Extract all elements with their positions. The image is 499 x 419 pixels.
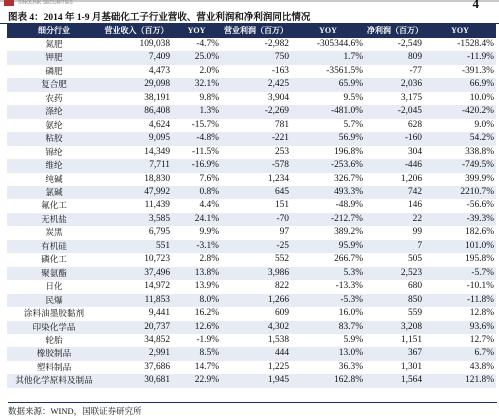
table-cell: 3,986 <box>221 267 291 280</box>
table-row <box>7 226 496 239</box>
table-cell: 326.7% <box>334 173 363 184</box>
table-cell: 5.3% <box>291 267 365 280</box>
table-cell: 4,302 <box>221 321 291 334</box>
table-cell: 1,266 <box>221 294 291 307</box>
table-cell: -11.9% <box>424 51 496 64</box>
table-cell: 162.8% <box>291 374 365 387</box>
table-cell: 742 <box>365 186 424 199</box>
table-cell: 6.7% <box>424 347 496 360</box>
table-cell: 10.0% <box>469 92 494 103</box>
table-cell: 11,853 <box>101 294 172 307</box>
table-cell: 196.8% <box>334 146 363 157</box>
table-cell: 4.4% <box>199 200 219 211</box>
table-cell: -10.1% <box>466 281 494 292</box>
table-cell: 7,711 <box>101 159 172 172</box>
table-cell: -1528.4% <box>457 39 494 49</box>
table-cell: 253 <box>274 146 289 157</box>
table-cell: 367 <box>365 347 424 360</box>
table-cell: -56.6% <box>466 200 494 211</box>
table-cell: -481.0% <box>291 105 365 118</box>
table-cell: 559 <box>407 308 422 319</box>
subsector-name-cell: 复合肥 <box>7 78 101 91</box>
table-cell: 9,095 <box>101 132 172 145</box>
table-cell: 109,038 <box>139 39 170 49</box>
table-row <box>7 199 496 212</box>
table-cell: 12.7% <box>469 334 494 345</box>
table-cell: -2,045 <box>365 105 424 118</box>
table-cell: 9,441 <box>148 308 170 319</box>
table-cell: 86,408 <box>101 105 172 118</box>
table-cell: 3,208 <box>365 321 424 334</box>
column-header: 营业收入（百万） <box>101 24 172 38</box>
table-row <box>7 105 496 118</box>
subsector-name-cell: 民爆 <box>7 294 101 307</box>
table-cell: 1,564 <box>365 374 424 387</box>
table-cell: -446 <box>365 159 424 172</box>
table-cell: -163 <box>271 65 289 76</box>
table-cell: 9.5% <box>343 92 363 103</box>
table-cell: 16.0% <box>338 308 363 319</box>
table-cell: 5.7% <box>343 119 363 130</box>
table-cell: 3,585 <box>101 213 172 226</box>
table-cell: 29,098 <box>101 78 172 91</box>
subsector-name-cell: 纯碱 <box>45 173 63 184</box>
table-cell: 628 <box>407 119 422 130</box>
table-cell: -253.6% <box>291 159 365 172</box>
table-row <box>7 253 496 266</box>
table-cell: 13.9% <box>194 281 219 292</box>
subsector-name-cell: 印染化学品 <box>7 321 101 334</box>
table-cell: 444 <box>221 347 291 360</box>
table-cell: 266.7% <box>334 254 363 265</box>
table-cell: 37,496 <box>101 267 172 280</box>
table-cell: 9.0% <box>474 119 494 130</box>
column-header: 净利润（百万） <box>365 24 424 38</box>
subsector-name-cell: 氨纶 <box>45 119 63 130</box>
table-cell: 809 <box>365 51 424 64</box>
table-cell: 195.8% <box>465 254 494 265</box>
table-cell: -221 <box>221 132 291 145</box>
subsector-name-cell: 炭黑 <box>45 227 63 238</box>
table-cell: 14,349 <box>144 146 170 157</box>
table-cell: -5.7% <box>424 267 496 280</box>
table-cell: 9.9% <box>199 227 219 238</box>
table-row <box>7 267 496 280</box>
column-header: YOY <box>424 24 496 38</box>
table-cell: 101.0% <box>424 240 496 253</box>
table-row <box>7 334 496 347</box>
table-cell: 12.6% <box>172 321 221 334</box>
table-cell: 14.7% <box>194 361 219 372</box>
table-cell: 93.6% <box>424 321 496 334</box>
table-cell: 25.0% <box>172 51 221 64</box>
table-cell: 3,175 <box>400 92 422 103</box>
table-cell: 399.9% <box>465 173 494 184</box>
table-cell: -4.8% <box>172 132 221 145</box>
table-cell: 22 <box>365 213 424 226</box>
table-cell: 65.9% <box>291 78 365 91</box>
subsector-financials-table <box>7 24 496 388</box>
subsector-name-cell: 氟化工 <box>41 200 67 211</box>
table-cell: 151 <box>274 200 289 211</box>
table-cell: -578 <box>221 159 291 172</box>
table-cell: -305344.6% <box>316 39 363 49</box>
table-cell: 781 <box>274 119 289 130</box>
data-source-note: 数据来源：WIND，国联证券研究所 <box>8 402 497 417</box>
table-cell: 66.9% <box>424 78 496 91</box>
table-cell: 7.6% <box>199 173 219 184</box>
subsector-name-cell: 磷化工 <box>41 254 67 265</box>
column-header: 细分行业 <box>7 24 101 38</box>
subsector-name-cell: 轮胎 <box>45 334 63 345</box>
table-cell: 750 <box>221 51 291 64</box>
table-row <box>7 361 496 374</box>
table-cell: -212.7% <box>291 213 365 226</box>
table-row <box>7 294 496 307</box>
table-cell: 8.0% <box>172 294 221 307</box>
table-cell: 850 <box>365 294 424 307</box>
table-cell: 121.8% <box>424 374 496 387</box>
table-row <box>7 92 496 105</box>
table-cell: 36.3% <box>338 361 363 372</box>
table-cell: 5.9% <box>343 334 363 345</box>
subsector-name-cell: 橡胶制品 <box>7 347 101 360</box>
table-cell: 505 <box>407 254 422 265</box>
table-cell: -3.1% <box>172 240 221 253</box>
subsector-name-cell: 维纶 <box>7 159 101 172</box>
table-cell: 1,945 <box>221 374 291 387</box>
table-cell: 2.0% <box>199 65 219 76</box>
table-cell: 13.8% <box>172 267 221 280</box>
table-cell: -749.5% <box>424 159 496 172</box>
table-cell: 9.8% <box>199 92 219 103</box>
table-cell: 54.2% <box>424 132 496 145</box>
subsector-name-cell: 涤纶 <box>7 105 101 118</box>
table-cell: -3561.5% <box>326 65 363 76</box>
table-row <box>7 78 496 91</box>
table-row <box>7 240 496 253</box>
table-cell: -25 <box>221 240 291 253</box>
subsector-name-cell: 粘胶 <box>7 132 101 145</box>
table-cell: 1,151 <box>400 334 422 345</box>
table-row <box>7 146 496 159</box>
table-cell: 2,523 <box>365 267 424 280</box>
table-row <box>7 159 496 172</box>
company-logo-text: SINOLINK SECURITIES <box>18 0 73 6</box>
table-cell: -77 <box>409 65 422 76</box>
table-cell: 680 <box>407 281 422 292</box>
table-cell: -11.5% <box>192 146 219 157</box>
table-cell: -70 <box>221 213 291 226</box>
table-cell: 95.9% <box>291 240 365 253</box>
table-cell: 389.2% <box>334 227 363 238</box>
table-row <box>7 347 496 360</box>
subsector-name-cell: 氯碱 <box>7 186 101 199</box>
subsector-name-cell: 其他化学原料及制品 <box>7 374 101 387</box>
table-row <box>7 38 496 51</box>
subsector-name-cell: 钾肥 <box>7 51 101 64</box>
table-row <box>7 307 496 320</box>
table-cell: 56.9% <box>291 132 365 145</box>
column-header: YOY <box>291 24 365 38</box>
table-cell: -16.9% <box>172 159 221 172</box>
table-cell: 2,036 <box>365 78 424 91</box>
table-cell: 2210.7% <box>424 186 496 199</box>
table-cell: 14,972 <box>144 281 170 292</box>
table-cell: 34,852 <box>144 334 170 345</box>
table-cell: 1,301 <box>400 361 422 372</box>
table-cell: -39.3% <box>424 213 496 226</box>
table-cell: 12.8% <box>469 308 494 319</box>
subsector-name-cell: 塑料制品 <box>36 361 72 372</box>
table-cell: 3,904 <box>267 92 289 103</box>
table-cell: 97 <box>279 227 289 238</box>
table-cell: 146 <box>407 200 422 211</box>
table-cell: 18,830 <box>144 173 170 184</box>
table-header-row <box>7 24 496 38</box>
table-row <box>7 132 496 145</box>
column-header: 营业利润（百万） <box>221 24 291 38</box>
subsector-name-cell: 锦纶 <box>45 146 63 157</box>
table-cell: 38,191 <box>144 92 170 103</box>
table-cell: 7,409 <box>101 51 172 64</box>
table-cell: -5.3% <box>291 294 365 307</box>
subsector-name-cell: 氮肥 <box>45 39 63 49</box>
table-cell: -11.8% <box>424 294 496 307</box>
table-cell: 2.8% <box>199 254 219 265</box>
table-cell: 13.0% <box>291 347 365 360</box>
table-row <box>7 374 496 387</box>
table-row <box>7 280 496 293</box>
table-cell: 1.3% <box>172 105 221 118</box>
table-cell: 11,439 <box>144 200 170 211</box>
table-cell: -420.2% <box>424 105 496 118</box>
table-cell: 37,686 <box>144 361 170 372</box>
table-cell: -2,549 <box>397 39 422 49</box>
table-cell: 1,538 <box>267 334 289 345</box>
subsector-name-cell: 聚氨酯 <box>7 267 101 280</box>
table-cell: 551 <box>101 240 172 253</box>
table-cell: 24.1% <box>172 213 221 226</box>
subsector-name-cell: 无机盐 <box>7 213 101 226</box>
subsector-name-cell: 有机硅 <box>7 240 101 253</box>
table-cell: -2,982 <box>264 39 289 49</box>
figure-title-row <box>0 9 499 24</box>
table-cell: 10,723 <box>144 254 170 265</box>
table-row <box>7 321 496 334</box>
table-cell: -48.9% <box>335 200 363 211</box>
figure-title: 图表 4：2014 年 1-9 月基础化工子行业营收、营业利润和净利润同比情况 <box>8 13 311 23</box>
table-cell: 4,473 <box>148 65 170 76</box>
table-cell: 1.7% <box>291 51 365 64</box>
table-cell: -2,269 <box>221 105 291 118</box>
table-cell: 6,795 <box>148 227 170 238</box>
table-cell: -1.9% <box>196 334 219 345</box>
table-cell: -13.3% <box>335 281 363 292</box>
table-cell: 1,225 <box>267 361 289 372</box>
table-row <box>7 51 496 64</box>
table-cell: 1,234 <box>267 173 289 184</box>
table-cell: 645 <box>221 186 291 199</box>
table-cell: 2,991 <box>101 347 172 360</box>
page-number: 4 <box>472 0 479 11</box>
table-cell: -15.7% <box>191 119 219 130</box>
subsector-name-cell: 农药 <box>45 92 63 103</box>
table-cell: 2,425 <box>221 78 291 91</box>
table-cell: 83.7% <box>291 321 365 334</box>
table-row <box>7 186 496 199</box>
table-row <box>7 119 496 132</box>
column-header: YOY <box>172 24 221 38</box>
table-cell: 182.6% <box>465 227 494 238</box>
table-cell: 609 <box>274 308 289 319</box>
table-cell: -160 <box>365 132 424 145</box>
top-decoration-strip <box>0 0 499 7</box>
table-cell: 20,737 <box>101 321 172 334</box>
table-cell: 4,624 <box>148 119 170 130</box>
table-cell: 32.1% <box>172 78 221 91</box>
table-cell: 22.9% <box>172 374 221 387</box>
table-cell: 0.8% <box>172 186 221 199</box>
table-cell: 99 <box>412 227 422 238</box>
table-cell: 30,681 <box>101 374 172 387</box>
table-cell: 304 <box>407 146 422 157</box>
subsector-name-cell: 涂料油墨胶黏剂 <box>23 308 85 319</box>
table-cell: 7 <box>365 240 424 253</box>
table-row <box>7 65 496 78</box>
subsector-name-cell: 磷肥 <box>45 65 63 76</box>
table-cell: 47,992 <box>101 186 172 199</box>
subsector-name-cell: 日化 <box>45 281 63 292</box>
table-row <box>7 173 496 186</box>
table-cell: 43.8% <box>469 361 494 372</box>
table-cell: 822 <box>274 281 289 292</box>
table-row <box>7 213 496 226</box>
table-cell: 8.5% <box>172 347 221 360</box>
table-cell: 338.8% <box>465 146 494 157</box>
table-cell: 552 <box>274 254 289 265</box>
table-cell: -391.3% <box>461 65 494 76</box>
table-cell: 1,206 <box>400 173 422 184</box>
table-cell: 16.2% <box>194 308 219 319</box>
table-cell: -4.7% <box>196 39 219 49</box>
table-cell: 493.3% <box>291 186 365 199</box>
